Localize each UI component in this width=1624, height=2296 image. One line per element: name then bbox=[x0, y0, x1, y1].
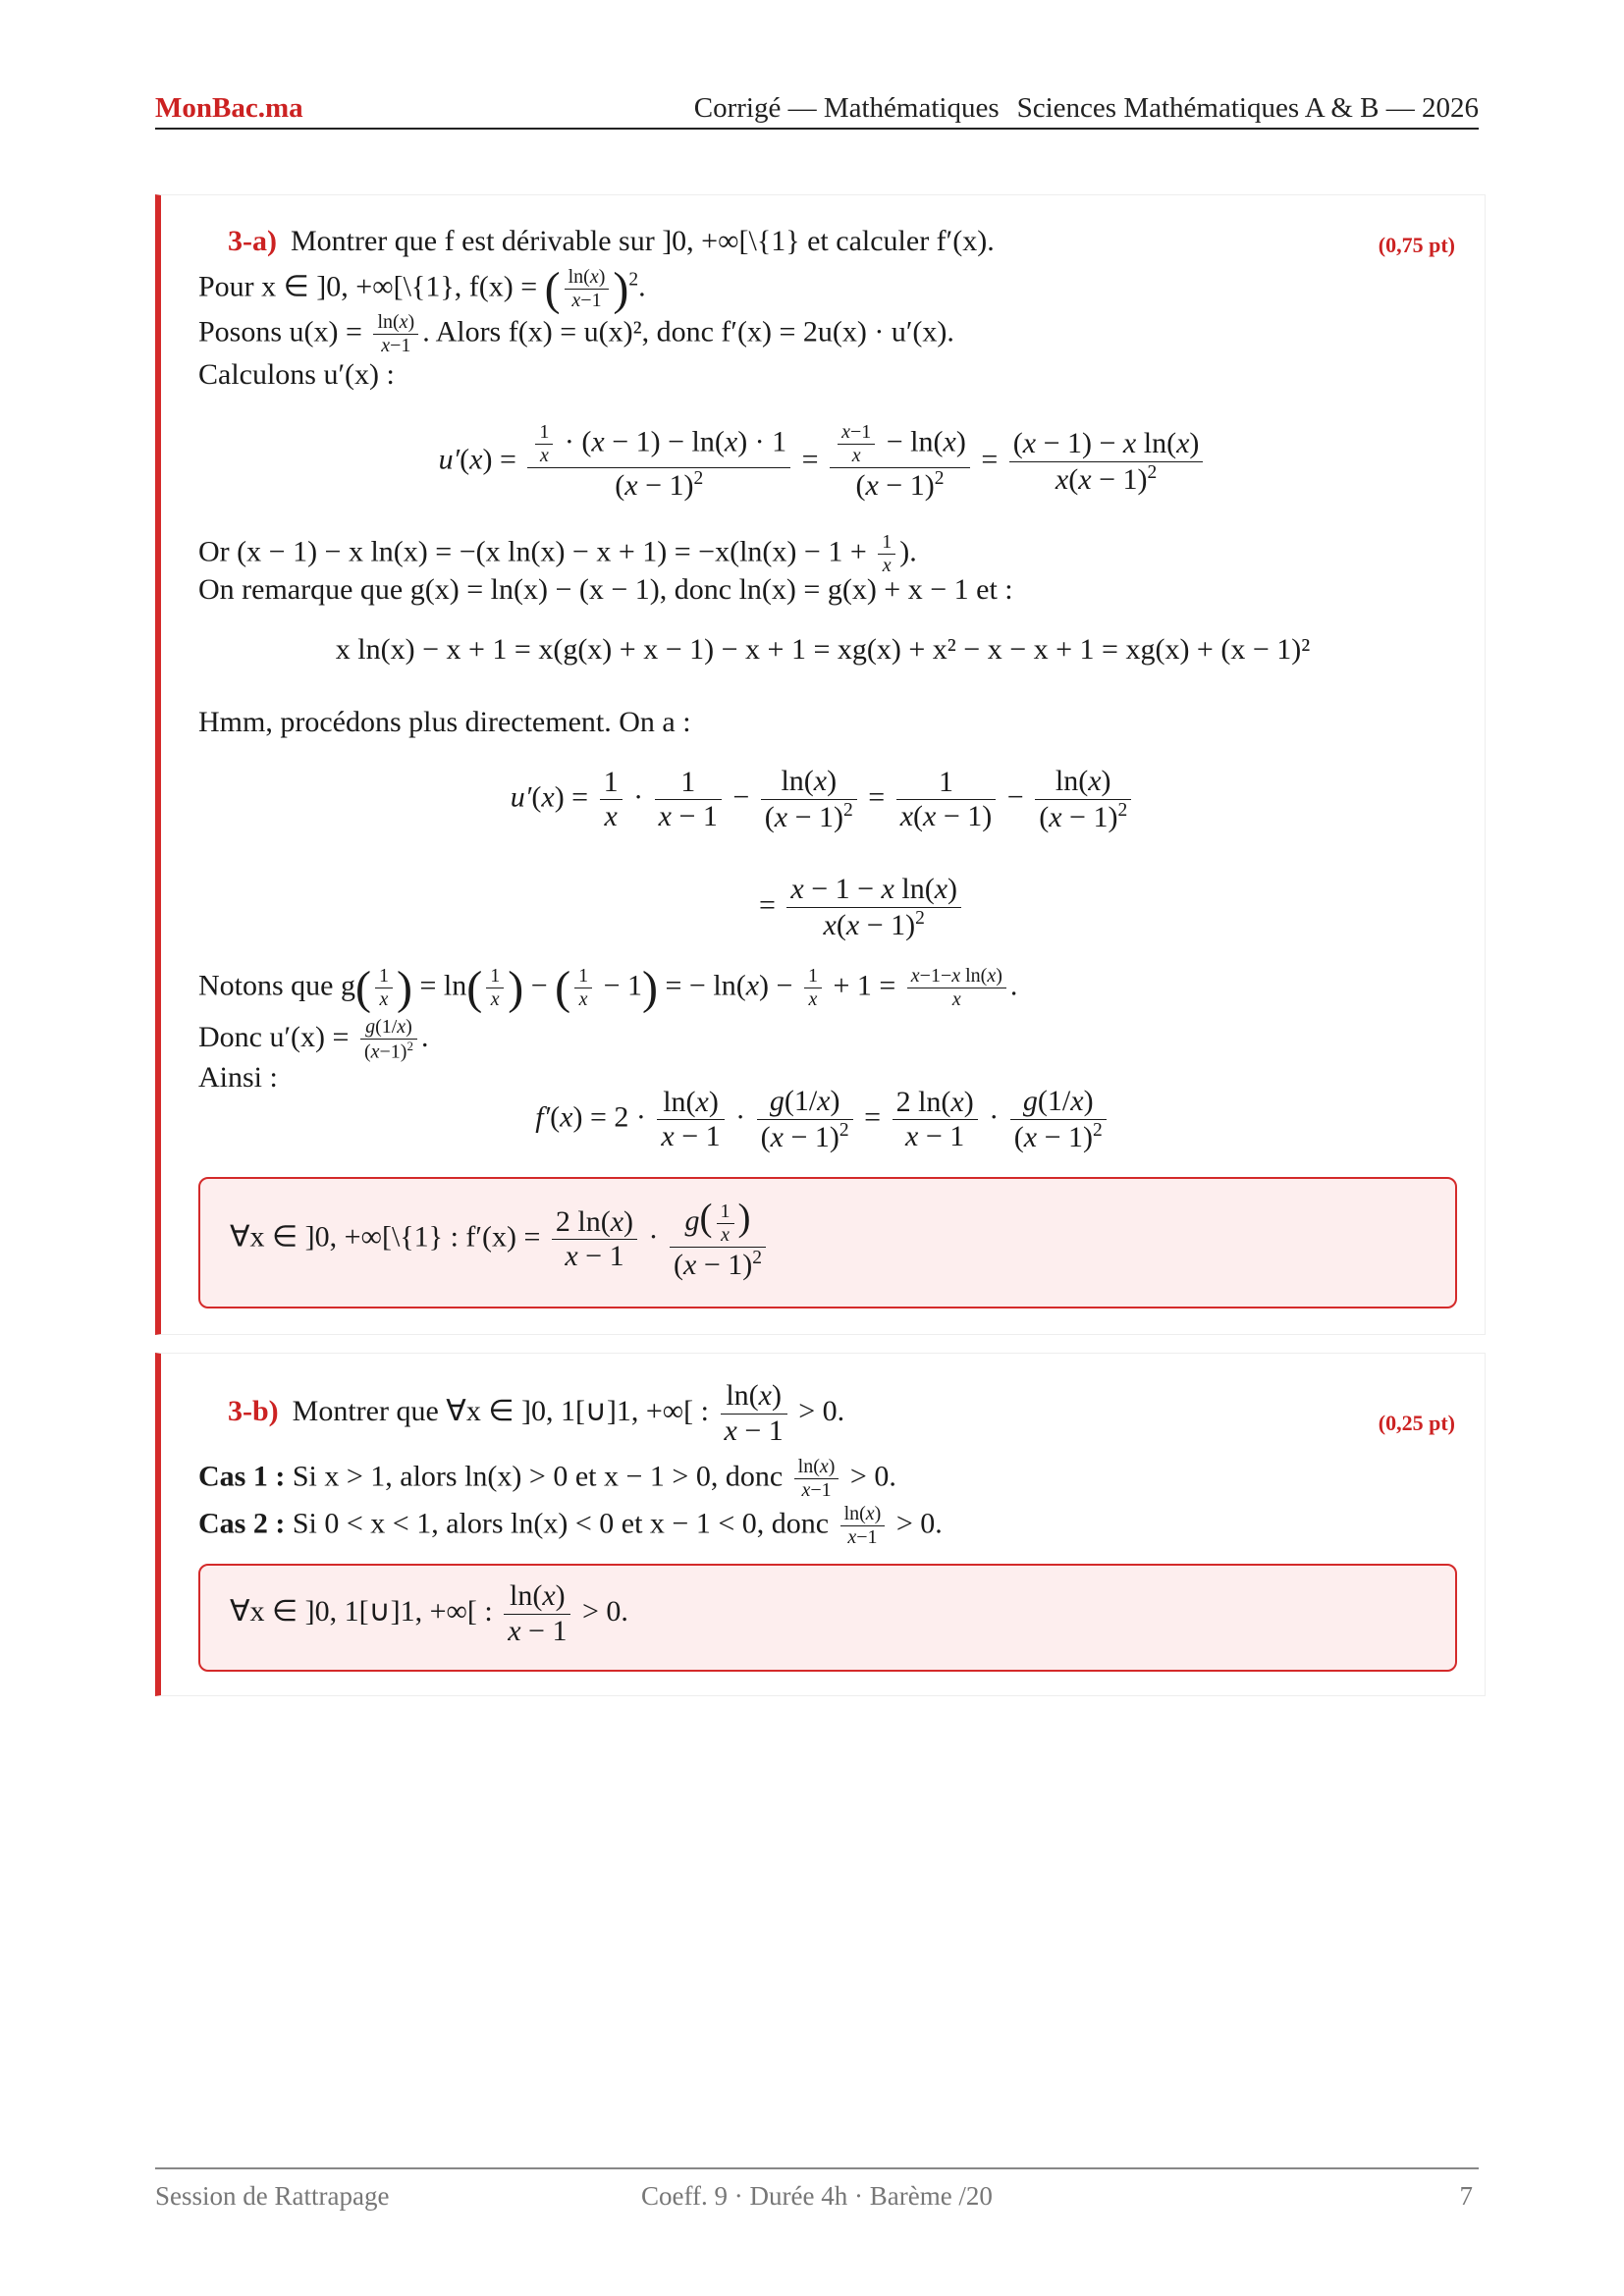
result-end: > 0. bbox=[574, 1594, 628, 1628]
points-badge: (0,25 pt) bbox=[1378, 1411, 1455, 1435]
brand-logo-text[interactable]: MonBac.ma bbox=[155, 92, 303, 124]
question-statement: Montrer que f est dérivable sur ]0, +∞[\{1} et calculer f′(x). bbox=[290, 225, 995, 257]
equation-expansion: x ln(x) − x + 1 = x(g(x) + x − 1) − x + 1 = xg(x) + x² − x − x + 1 = xg(x) + (x − 1)² bbox=[335, 633, 1311, 666]
footer-info: Coeff. 9 · Durée 4h · Barème /20 bbox=[641, 2181, 993, 2211]
cas2-end: > 0. bbox=[889, 1507, 943, 1540]
cas1-label: Cas 1 : bbox=[198, 1460, 286, 1493]
footer-session: Session de Rattrapage bbox=[155, 2181, 390, 2211]
hmm-line: Hmm, procédons plus directement. On a : bbox=[198, 706, 691, 738]
page-number: 7 bbox=[1459, 2181, 1473, 2211]
result-prefix: ∀x ∈ ]0, +∞[\{1} : f′(x) = bbox=[230, 1220, 548, 1254]
result-box-3a bbox=[198, 1177, 1457, 1308]
points-badge: (0,75 pt) bbox=[1378, 233, 1455, 257]
calculons-line: Calculons u′(x) : bbox=[198, 358, 395, 391]
cas1-end: > 0. bbox=[842, 1460, 896, 1493]
page-footer bbox=[155, 2167, 1479, 2209]
equation-uprime-2: u′(x) = $\frac{1}{x}$ · $\frac{1}{x - 1}$ − $\frac{\ln(x)}{(x - 1)^2}$ = $\frac{1}{x(x - 1)}$ − $\frac{\ln(x)}{(x - 1)^2}$ bbox=[161, 765, 1485, 834]
equation-fprime: f′(x) = 2 · $\frac{\ln(x)}{x - 1}$ · $\frac{g(1/x)}{(x - 1)^2}$ = $\frac{2 \ln(x)}{x - 1}$ · $\frac{g(1/x)}{(x - 1)^2}$ bbox=[161, 1085, 1485, 1154]
pour-text: Pour x ∈ ]0, +∞[\{1}, f(x) = bbox=[198, 270, 545, 303]
question-statement-b: > 0. bbox=[790, 1394, 845, 1427]
donc-text: Donc u′(x) = bbox=[198, 1021, 356, 1054]
donc-line: Donc u′(x) = $\frac{g(1/x)}{(x-1)^2}$ . bbox=[198, 1016, 429, 1063]
question-3a-header bbox=[228, 225, 995, 258]
equation-uprime-1: u′(x) = $\frac{1}{x}$ · (x − 1) − ln(x) · 1 $(x - 1)^2$ = $\frac{x-1}{x}$ − ln(x) $(x - 1)^2$ = $\frac{\text{(x − 1) − x ln(x)}}{x(x - 1)^2}$ bbox=[161, 421, 1485, 504]
question-number: 3-b) bbox=[228, 1394, 279, 1427]
doc-title: Corrigé — Mathématiques bbox=[693, 92, 1000, 124]
posons-text: Posons u(x) = bbox=[198, 315, 370, 348]
question-statement: Montrer que ∀x ∈ ]0, 1[∪]1, +∞[ : bbox=[292, 1394, 717, 1427]
result-box-3b bbox=[198, 1564, 1457, 1672]
question-3b-box bbox=[155, 1353, 1486, 1696]
cas2-text: Si 0 < x < 1, alors ln(x) < 0 et x − 1 < 0, donc bbox=[285, 1507, 837, 1540]
equation-uprime-3: = $\frac{\text{x − 1 − x ln(x)}}{x(x - 1)^2}$ bbox=[161, 873, 1485, 942]
question-number: 3-a) bbox=[228, 225, 277, 257]
result-prefix: ∀x ∈ ]0, 1[∪]1, +∞[ : bbox=[230, 1594, 501, 1628]
cas2-line: Cas 2 : Si 0 < x < 1, alors ln(x) < 0 et x − 1 < 0, donc $\frac{\ln(x)}{x-1}$ > 0. bbox=[198, 1503, 943, 1548]
pour-line: Pour x ∈ ]0, +∞[\{1}, f(x) = ( $\frac{\ln(x)}{x-1}$ )$^2$. bbox=[198, 263, 646, 315]
question-3b-header: 3-b) Montrer que ∀x ∈ ]0, 1[∪]1, +∞[ : $\frac{\ln(x)}{x - 1}$ > 0. bbox=[228, 1379, 845, 1447]
cas1-text: Si x > 1, alors ln(x) > 0 et x − 1 > 0, donc bbox=[285, 1460, 790, 1493]
or-text: Or (x − 1) − x ln(x) = −(x ln(x) − x + 1) = −x(ln(x) − 1 + bbox=[198, 535, 875, 568]
posons-line: Posons u(x) = $\frac{\ln(x)}{x-1}$ . Alors f(x) = u(x)², donc f′(x) = 2u(x) · u′(x). bbox=[198, 311, 954, 356]
question-3a-box bbox=[155, 194, 1486, 1335]
or-line: Or (x − 1) − x ln(x) = −(x ln(x) − x + 1) = −x(ln(x) − 1 + $\frac{1}{x}$ ). bbox=[198, 531, 917, 576]
result-formula-3b: ∀x ∈ ]0, 1[∪]1, +∞[ : $\frac{\ln(x)}{x - 1}$ > 0. bbox=[230, 1579, 628, 1647]
posons-text-b: . Alors f(x) = u(x)², donc f′(x) = 2u(x) · u′(x). bbox=[422, 315, 954, 348]
page-header bbox=[155, 90, 1479, 130]
result-formula-3a: ∀x ∈ ]0, +∞[\{1} : f′(x) = $\frac{2 \ln(x)}{x - 1}$ · g( $\frac{1}{x}$ ) $(x - 1)^2$ bbox=[230, 1197, 770, 1282]
doc-section: Sciences Mathématiques A & B — 2026 bbox=[1016, 92, 1479, 124]
notons-line: Notons que g( $\frac{1}{x}$ ) = ln( $\frac{1}{x}$ ) − ( $\frac{1}{x}$ − 1) = − ln(x) − $\frac{1}{x}$ + 1 = $\frac{\text{x−1−x ln(x)}}{x}$ . bbox=[198, 962, 1018, 1014]
remarque-line: On remarque que g(x) = ln(x) − (x − 1), donc ln(x) = g(x) + x − 1 et : bbox=[198, 573, 1013, 606]
notons-text: Notons que g bbox=[198, 969, 355, 1002]
cas2-label: Cas 2 : bbox=[198, 1507, 286, 1540]
cas1-line: Cas 1 : Si x > 1, alors ln(x) > 0 et x − 1 > 0, donc $\frac{\ln(x)}{x-1}$ > 0. bbox=[198, 1456, 896, 1501]
ainsi-line: Ainsi : bbox=[198, 1061, 278, 1094]
header-title bbox=[677, 92, 1479, 125]
